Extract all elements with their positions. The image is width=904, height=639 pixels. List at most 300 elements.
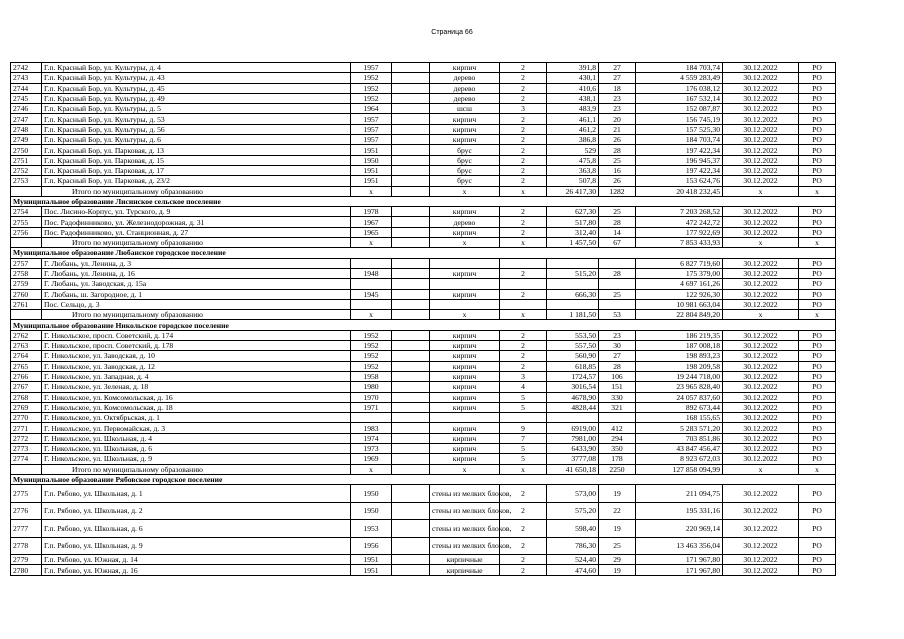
year-built-cell: 1950 [351, 485, 392, 503]
empty-cell [392, 268, 430, 278]
address-cell: Г.п. Рябово, ул. Южная, д. 14 [42, 555, 351, 565]
row-number: 2771 [11, 423, 42, 433]
funding-source-cell: РО [799, 502, 836, 520]
section-title: Муниципальное образование Лисинское сельское поселение [11, 196, 836, 206]
wall-material-cell: кирпич [430, 124, 500, 134]
page-number: Страница 66 [431, 29, 473, 36]
table-row [11, 502, 836, 520]
empty-cell [392, 114, 430, 124]
table-row [11, 176, 836, 186]
floors-cell: 2 [500, 165, 547, 175]
table-row [11, 227, 836, 237]
address-cell: Итого по муниципальному образованию [42, 238, 351, 248]
table-row [11, 555, 836, 565]
wall-material-cell: кирпич [430, 371, 500, 381]
area-cell: 515,20 [547, 268, 599, 278]
area-cell: 4678,90 [547, 392, 599, 402]
deadline-date-cell: 30.12.2022 [723, 502, 799, 520]
funding-source-cell: х [799, 464, 836, 474]
address-cell: Г.п. Красный Бор, ул. Культуры, д. 4 [42, 63, 351, 73]
wall-material-cell: кирпич [430, 268, 500, 278]
funding-source-cell: РО [799, 135, 836, 145]
floors-cell: 3 [500, 371, 547, 381]
empty-cell [392, 73, 430, 83]
funding-source-cell: РО [799, 361, 836, 371]
residents-cell: 28 [599, 361, 636, 371]
year-built-cell: 1969 [351, 454, 392, 464]
empty-cell [392, 104, 430, 114]
floors-cell: 2 [500, 520, 547, 538]
area-cell: 461,2 [547, 124, 599, 134]
empty-cell [392, 330, 430, 340]
year-built-cell: х [351, 238, 392, 248]
wall-material-cell: х [430, 238, 500, 248]
area-cell: 312,40 [547, 227, 599, 237]
table-row [11, 279, 836, 289]
floors-cell: 2 [500, 145, 547, 155]
funding-source-cell: РО [799, 83, 836, 93]
row-number: 2762 [11, 330, 42, 340]
floors-cell: 3 [500, 104, 547, 114]
floors-cell: 2 [500, 63, 547, 73]
cost-cell: 197 422,34 [636, 145, 723, 155]
floors-cell: 2 [500, 217, 547, 227]
funding-source-cell: РО [799, 423, 836, 433]
residents-cell: 19 [599, 485, 636, 503]
row-number [11, 238, 42, 248]
area-cell: 598,40 [547, 520, 599, 538]
area-cell: 483,9 [547, 104, 599, 114]
empty-cell [392, 299, 430, 309]
row-number: 2770 [11, 413, 42, 423]
empty-cell [392, 485, 430, 503]
row-number: 2749 [11, 135, 42, 145]
table-row [11, 402, 836, 412]
wall-material-cell: кирпич [430, 423, 500, 433]
floors-cell: х [500, 310, 547, 320]
table-row [11, 361, 836, 371]
area-cell: 26 417,30 [547, 186, 599, 196]
empty-cell [392, 555, 430, 565]
residents-cell: 22 [599, 502, 636, 520]
cost-cell: 8 923 672,03 [636, 454, 723, 464]
residents-cell: 106 [599, 371, 636, 381]
row-number: 2752 [11, 165, 42, 175]
funding-source-cell: РО [799, 289, 836, 299]
floors-cell: 2 [500, 176, 547, 186]
floors-cell: х [500, 238, 547, 248]
area-cell: 430,1 [547, 73, 599, 83]
year-built-cell: 1952 [351, 351, 392, 361]
empty-cell [392, 238, 430, 248]
address-cell: Г. Никольское, ул. Школьная, д. 6 [42, 443, 351, 453]
wall-material-cell: кирпич [430, 402, 500, 412]
cost-cell: 197 422,34 [636, 165, 723, 175]
housing-register-table [10, 62, 836, 576]
deadline-date-cell: 30.12.2022 [723, 382, 799, 392]
cost-cell: 220 969,14 [636, 520, 723, 538]
year-built-cell: х [351, 464, 392, 474]
wall-material-cell: кирпич [430, 114, 500, 124]
row-number: 2759 [11, 279, 42, 289]
table-row [11, 392, 836, 402]
year-built-cell: 1952 [351, 73, 392, 83]
area-cell: 474,60 [547, 565, 599, 575]
area-cell: 3016,54 [547, 382, 599, 392]
wall-material-cell: кирпич [430, 351, 500, 361]
deadline-date-cell: 30.12.2022 [723, 279, 799, 289]
row-number: 2778 [11, 537, 42, 555]
wall-material-cell: шсш [430, 104, 500, 114]
row-number: 2774 [11, 454, 42, 464]
table-row [11, 258, 836, 268]
deadline-date-cell: 30.12.2022 [723, 114, 799, 124]
cost-cell: 171 967,80 [636, 555, 723, 565]
cost-cell: 127 858 094,99 [636, 464, 723, 474]
residents-cell: 25 [599, 289, 636, 299]
empty-cell [392, 464, 430, 474]
floors-cell [500, 299, 547, 309]
funding-source-cell: РО [799, 392, 836, 402]
residents-cell: 151 [599, 382, 636, 392]
residents-cell: 23 [599, 330, 636, 340]
address-cell: Г. Никольское, ул. Комсомольская, д. 16 [42, 392, 351, 402]
wall-material-cell [430, 413, 500, 423]
cost-cell: 22 804 849,20 [636, 310, 723, 320]
cost-cell: 153 624,76 [636, 176, 723, 186]
section-title: Муниципальное образование Рябовское городское поселение [11, 474, 836, 484]
row-number: 2764 [11, 351, 42, 361]
area-cell: 575,20 [547, 502, 599, 520]
cost-cell: 198 893,23 [636, 351, 723, 361]
wall-material-cell: х [430, 186, 500, 196]
cost-cell: 168 155,65 [636, 413, 723, 423]
year-built-cell: 1974 [351, 433, 392, 443]
floors-cell: 2 [500, 555, 547, 565]
section-header-row [11, 320, 836, 330]
wall-material-cell: стены из мелких блоков, [430, 520, 500, 538]
floors-cell: 2 [500, 502, 547, 520]
cost-cell: 195 331,16 [636, 502, 723, 520]
wall-material-cell: кирпич [430, 63, 500, 73]
table-row [11, 165, 836, 175]
deadline-date-cell: 30.12.2022 [723, 63, 799, 73]
empty-cell [392, 565, 430, 575]
section-header-row [11, 248, 836, 258]
empty-cell [392, 341, 430, 351]
residents-cell: 28 [599, 268, 636, 278]
floors-cell: 5 [500, 454, 547, 464]
wall-material-cell: дерево [430, 93, 500, 103]
area-cell: 6433,90 [547, 443, 599, 453]
floors-cell: 7 [500, 433, 547, 443]
wall-material-cell: кирпичные [430, 565, 500, 575]
address-cell: Г.п. Красный Бор, ул. Культуры, д. 43 [42, 73, 351, 83]
table-row [11, 124, 836, 134]
area-cell: 666,30 [547, 289, 599, 299]
cost-cell: 13 463 356,04 [636, 537, 723, 555]
cost-cell: 157 525,30 [636, 124, 723, 134]
area-cell: 41 650,18 [547, 464, 599, 474]
table-row [11, 83, 836, 93]
address-cell: Итого по муниципальному образованию [42, 464, 351, 474]
row-number: 2765 [11, 361, 42, 371]
cost-cell: 184 703,74 [636, 63, 723, 73]
area-cell: 557,50 [547, 341, 599, 351]
funding-source-cell: х [799, 186, 836, 196]
deadline-date-cell: 30.12.2022 [723, 485, 799, 503]
wall-material-cell: кирпич [430, 454, 500, 464]
floors-cell: 2 [500, 565, 547, 575]
empty-cell [392, 392, 430, 402]
wall-material-cell: брус [430, 145, 500, 155]
deadline-date-cell: 30.12.2022 [723, 227, 799, 237]
cost-cell: 196 945,37 [636, 155, 723, 165]
address-cell: Г. Никольское, ул. Западная, д. 4 [42, 371, 351, 381]
floors-cell: 2 [500, 155, 547, 165]
empty-cell [392, 186, 430, 196]
area-cell: 553,50 [547, 330, 599, 340]
funding-source-cell: РО [799, 413, 836, 423]
table-row [11, 413, 836, 423]
empty-cell [392, 371, 430, 381]
funding-source-cell: РО [799, 299, 836, 309]
funding-source-cell: РО [799, 217, 836, 227]
deadline-date-cell: х [723, 186, 799, 196]
row-number: 2780 [11, 565, 42, 575]
residents-cell: 67 [599, 238, 636, 248]
table-row [11, 268, 836, 278]
floors-cell [500, 413, 547, 423]
wall-material-cell: кирпич [430, 289, 500, 299]
funding-source-cell: х [799, 238, 836, 248]
residents-cell: 14 [599, 227, 636, 237]
empty-cell [392, 433, 430, 443]
residents-cell: 26 [599, 176, 636, 186]
deadline-date-cell: 30.12.2022 [723, 351, 799, 361]
address-cell: Г.п. Рябово, ул. Школьная, д. 1 [42, 485, 351, 503]
address-cell: Г. Любань, ул. Ленина, д. 16 [42, 268, 351, 278]
empty-cell [392, 351, 430, 361]
floors-cell [500, 258, 547, 268]
address-cell: Г. Никольское, просп. Советский, д. 174 [42, 330, 351, 340]
funding-source-cell: РО [799, 454, 836, 464]
address-cell: Г. Никольское, ул. Заводская, д. 12 [42, 361, 351, 371]
funding-source-cell: РО [799, 565, 836, 575]
year-built-cell: 1983 [351, 423, 392, 433]
cost-cell: 24 057 837,60 [636, 392, 723, 402]
year-built-cell: 1953 [351, 520, 392, 538]
area-cell: 627,30 [547, 207, 599, 217]
year-built-cell: 1952 [351, 93, 392, 103]
deadline-date-cell: 30.12.2022 [723, 443, 799, 453]
residents-cell: 2250 [599, 464, 636, 474]
floors-cell: 2 [500, 73, 547, 83]
year-built-cell [351, 279, 392, 289]
cost-cell: 6 827 719,60 [636, 258, 723, 268]
deadline-date-cell: 30.12.2022 [723, 289, 799, 299]
wall-material-cell: кирпич [430, 207, 500, 217]
funding-source-cell: РО [799, 433, 836, 443]
funding-source-cell: РО [799, 402, 836, 412]
table-row [11, 443, 836, 453]
cost-cell: 187 008,18 [636, 341, 723, 351]
section-header-row [11, 474, 836, 484]
floors-cell: 2 [500, 537, 547, 555]
empty-cell [392, 155, 430, 165]
table-row [11, 63, 836, 73]
row-number: 2779 [11, 555, 42, 565]
row-number: 2768 [11, 392, 42, 402]
year-built-cell: 1950 [351, 155, 392, 165]
year-built-cell: 1950 [351, 502, 392, 520]
floors-cell: 9 [500, 423, 547, 433]
year-built-cell [351, 299, 392, 309]
deadline-date-cell: 30.12.2022 [723, 402, 799, 412]
address-cell: Итого по муниципальному образованию [42, 310, 351, 320]
funding-source-cell: РО [799, 279, 836, 289]
row-number: 2775 [11, 485, 42, 503]
cost-cell: 156 745,19 [636, 114, 723, 124]
area-cell: 438,1 [547, 93, 599, 103]
funding-source-cell: РО [799, 165, 836, 175]
funding-source-cell: РО [799, 176, 836, 186]
address-cell: Г. Никольское, ул. Школьная, д. 4 [42, 433, 351, 443]
row-number: 2776 [11, 502, 42, 520]
empty-cell [392, 443, 430, 453]
wall-material-cell: х [430, 464, 500, 474]
area-cell: 4828,44 [547, 402, 599, 412]
wall-material-cell: брус [430, 155, 500, 165]
wall-material-cell: стены из мелких блоков, [430, 485, 500, 503]
row-number: 2769 [11, 402, 42, 412]
wall-material-cell [430, 279, 500, 289]
cost-cell: 23 965 828,40 [636, 382, 723, 392]
floors-cell: 5 [500, 443, 547, 453]
residents-cell: 18 [599, 83, 636, 93]
section-title: Муниципальное образование Никольское городское поселение [11, 320, 836, 330]
deadline-date-cell: 30.12.2022 [723, 299, 799, 309]
wall-material-cell: дерево [430, 73, 500, 83]
deadline-date-cell: 30.12.2022 [723, 217, 799, 227]
residents-cell: 350 [599, 443, 636, 453]
table-row [11, 423, 836, 433]
floors-cell: 2 [500, 93, 547, 103]
row-number: 2756 [11, 227, 42, 237]
area-cell: 573,00 [547, 485, 599, 503]
address-cell: Г.п. Красный Бор, ул. Культуры, д. 56 [42, 124, 351, 134]
year-built-cell: 1967 [351, 217, 392, 227]
address-cell: Г. Никольское, просп. Советский, д. 178 [42, 341, 351, 351]
row-number: 2773 [11, 443, 42, 453]
floors-cell: х [500, 186, 547, 196]
funding-source-cell: РО [799, 114, 836, 124]
cost-cell: 10 981 663,04 [636, 299, 723, 309]
row-number: 2763 [11, 341, 42, 351]
funding-source-cell: РО [799, 207, 836, 217]
deadline-date-cell: х [723, 310, 799, 320]
deadline-date-cell: 30.12.2022 [723, 330, 799, 340]
residents-cell: 28 [599, 217, 636, 227]
residents-cell: 25 [599, 537, 636, 555]
year-built-cell: 1952 [351, 330, 392, 340]
row-number: 2743 [11, 73, 42, 83]
address-cell: Г.п. Красный Бор, ул. Парковая, д. 13 [42, 145, 351, 155]
residents-cell: 27 [599, 351, 636, 361]
area-cell: 391,8 [547, 63, 599, 73]
cost-cell: 7 203 268,52 [636, 207, 723, 217]
deadline-date-cell: 30.12.2022 [723, 258, 799, 268]
empty-cell [392, 361, 430, 371]
row-number: 2753 [11, 176, 42, 186]
row-number: 2766 [11, 371, 42, 381]
wall-material-cell: брус [430, 165, 500, 175]
address-cell: Г. Никольское, ул. Комсомольская, д. 18 [42, 402, 351, 412]
residents-cell: 25 [599, 155, 636, 165]
table-row [11, 104, 836, 114]
row-number [11, 310, 42, 320]
year-built-cell: 1956 [351, 537, 392, 555]
empty-cell [392, 145, 430, 155]
table-row [11, 155, 836, 165]
empty-cell [392, 207, 430, 217]
deadline-date-cell: 30.12.2022 [723, 176, 799, 186]
empty-cell [392, 402, 430, 412]
area-cell: 3777,08 [547, 454, 599, 464]
deadline-date-cell: х [723, 464, 799, 474]
wall-material-cell: брус [430, 176, 500, 186]
empty-cell [392, 135, 430, 145]
deadline-date-cell: 30.12.2022 [723, 392, 799, 402]
deadline-date-cell: 30.12.2022 [723, 433, 799, 443]
area-cell: 461,1 [547, 114, 599, 124]
empty-cell [392, 83, 430, 93]
table-row [11, 351, 836, 361]
residents-cell: 412 [599, 423, 636, 433]
table-row [11, 371, 836, 381]
deadline-date-cell: 30.12.2022 [723, 565, 799, 575]
deadline-date-cell: 30.12.2022 [723, 520, 799, 538]
funding-source-cell: РО [799, 155, 836, 165]
deadline-date-cell: 30.12.2022 [723, 145, 799, 155]
empty-cell [392, 63, 430, 73]
deadline-date-cell: 30.12.2022 [723, 371, 799, 381]
year-built-cell: 1952 [351, 341, 392, 351]
area-cell: 386,8 [547, 135, 599, 145]
floors-cell: 2 [500, 289, 547, 299]
wall-material-cell: кирпич [430, 341, 500, 351]
deadline-date-cell: 30.12.2022 [723, 165, 799, 175]
residents-cell: 19 [599, 565, 636, 575]
table-row [11, 565, 836, 575]
row-number: 2750 [11, 145, 42, 155]
empty-cell [392, 413, 430, 423]
residents-cell [599, 413, 636, 423]
floors-cell [500, 279, 547, 289]
address-cell: Г.п. Красный Бор, ул. Парковая, д. 23/2 [42, 176, 351, 186]
row-number: 2745 [11, 93, 42, 103]
funding-source-cell: РО [799, 351, 836, 361]
year-built-cell: 1945 [351, 289, 392, 299]
address-cell: Г. Любань, ул. Заводская, д. 15а [42, 279, 351, 289]
residents-cell: 19 [599, 520, 636, 538]
table-row [11, 520, 836, 538]
floors-cell: 2 [500, 268, 547, 278]
floors-cell: 2 [500, 114, 547, 124]
area-cell: 786,30 [547, 537, 599, 555]
table-row [11, 537, 836, 555]
area-cell: 410,6 [547, 83, 599, 93]
